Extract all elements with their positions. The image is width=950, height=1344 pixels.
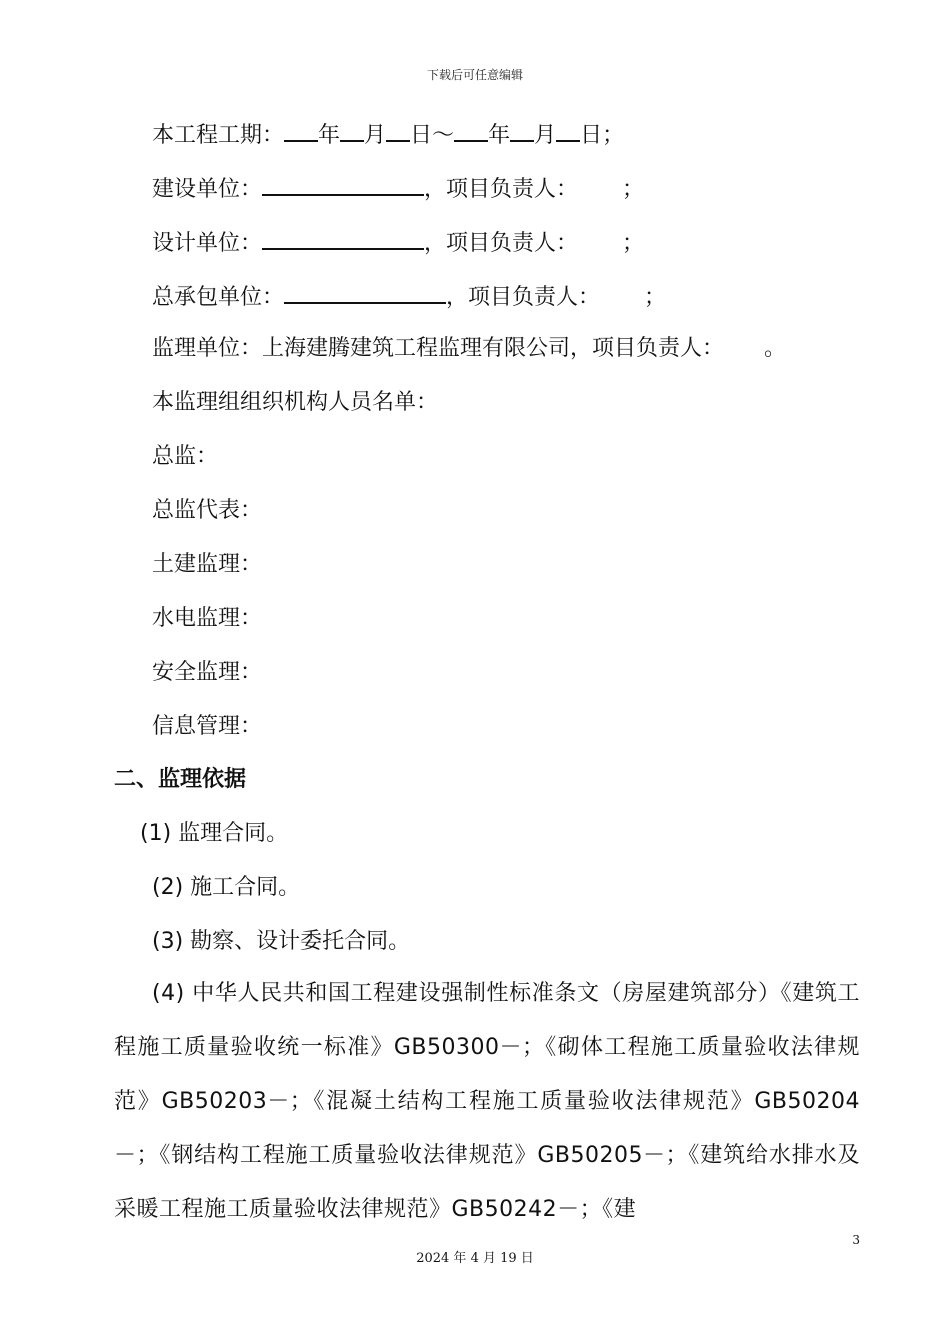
design-unit-line xyxy=(152,226,644,259)
staff-item-chief: 总监： xyxy=(152,444,219,469)
staff-item-civil: 土建监理： xyxy=(152,552,263,577)
day-label: 日～ xyxy=(410,123,455,148)
section-title: 二、监理依据 xyxy=(114,767,247,792)
period-end: 。 xyxy=(764,336,787,361)
header-note: 下载后可任意编辑 xyxy=(426,68,523,82)
blank-month-end xyxy=(510,118,534,142)
footer-date: 2024 年 4 月 19 日 xyxy=(416,1251,534,1266)
day-label: 日； xyxy=(580,123,625,148)
blank-design-unit xyxy=(262,226,424,250)
supervision-unit-text: 监理单位：上海建腾建筑工程监理有限公司，项目负责人： xyxy=(152,336,725,361)
standards-paragraph: (4) 中华人民共和国工程建设强制性标准条文（房屋建筑部分）《建筑工程施工质量验收统一标准》GB50300－；《砌体工程施工质量验收法律规范》GB50203－；《混凝土结构工程施工质量验收法律规范》GB50204－；《钢结构工程施工质量验收法律规范》GB50205－；《建筑给水排水及采暖工程施工质量验收法律规范》GB50242－；《建 xyxy=(114,981,860,1222)
page-number: 3 xyxy=(852,1233,860,1247)
manager-label: ，项目负责人： xyxy=(424,231,579,256)
construction-unit-line xyxy=(152,172,644,205)
month-label: 月 xyxy=(364,123,387,148)
staff-item-safety: 安全监理： xyxy=(152,660,263,685)
contractor-unit-label: 总承包单位： xyxy=(152,285,285,310)
supervision-unit-line xyxy=(152,334,786,364)
staff-item-water-electric: 水电监理： xyxy=(152,606,263,631)
construction-unit-label: 建设单位： xyxy=(152,177,263,202)
project-period-line xyxy=(152,118,624,151)
semicolon: ； xyxy=(644,285,667,310)
staff-item-chief-rep: 总监代表： xyxy=(152,498,263,523)
year-label: 年 xyxy=(488,123,511,148)
staff-title: 本监理组组织机构人员名单： xyxy=(152,390,439,415)
semicolon: ； xyxy=(622,231,645,256)
period-label: 本工程工期： xyxy=(152,123,285,148)
list-item: (2) 施工合同。 xyxy=(152,875,301,900)
manager-label: ，项目负责人： xyxy=(446,285,601,310)
list-item: (3) 勘察、设计委托合同。 xyxy=(152,929,411,954)
blank-year-start xyxy=(284,118,318,142)
blank-day-end xyxy=(556,118,580,142)
staff-item-info: 信息管理： xyxy=(152,714,263,739)
blank-construction-unit xyxy=(262,172,424,196)
design-unit-label: 设计单位： xyxy=(152,231,263,256)
blank-contractor-unit xyxy=(284,280,446,304)
year-label: 年 xyxy=(318,123,341,148)
manager-label: ，项目负责人： xyxy=(424,177,579,202)
contractor-unit-line xyxy=(152,280,666,313)
blank-year-end xyxy=(454,118,488,142)
blank-day-start xyxy=(386,118,410,142)
list-item: (1) 监理合同。 xyxy=(140,821,289,846)
semicolon: ； xyxy=(622,177,645,202)
blank-month-start xyxy=(340,118,364,142)
month-label: 月 xyxy=(534,123,557,148)
